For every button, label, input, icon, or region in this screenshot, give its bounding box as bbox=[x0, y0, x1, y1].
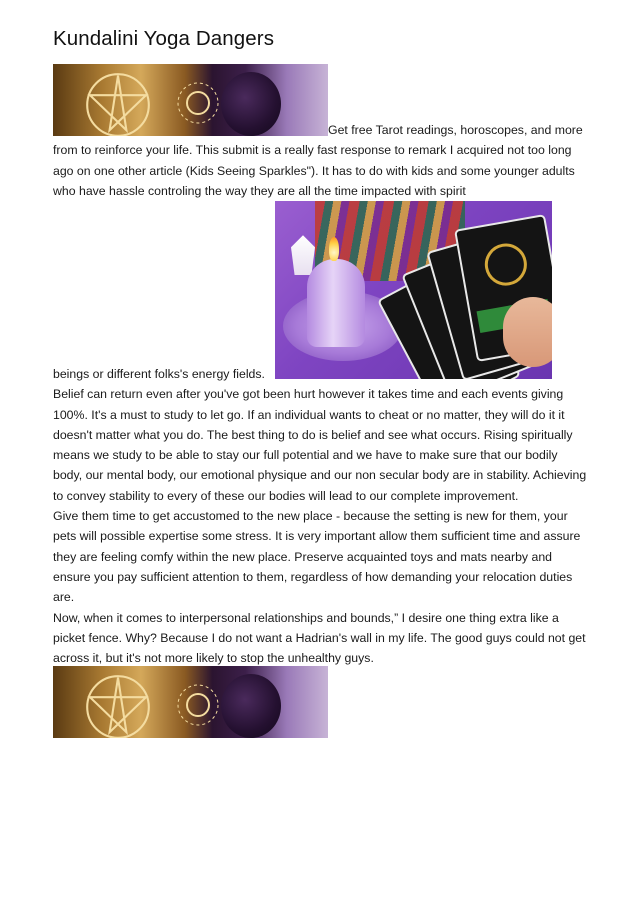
crystal-ball-image bbox=[221, 674, 281, 738]
paragraph-4: Now, when it comes to interpersonal relationships and bounds,” I desire one thing extra like a picket fence. Why? Because I do not want a Hadrian's wall in my life. The good guys could not get across it, but it's not more likely to stop the unhealthy guys. bbox=[53, 610, 586, 666]
article-body-continued bbox=[53, 364, 588, 668]
paragraph-1-text-b: beings or different folks's energy fields. bbox=[53, 367, 265, 381]
pentagram-icon bbox=[83, 70, 153, 136]
sun-icon bbox=[173, 78, 223, 128]
page-title: Kundalini Yoga Dangers bbox=[53, 27, 275, 50]
flame-image bbox=[329, 237, 339, 261]
hand-image bbox=[503, 297, 552, 367]
crystal-ball-image bbox=[221, 72, 281, 136]
paragraph-1 bbox=[53, 64, 588, 383]
crystal-image bbox=[291, 235, 315, 275]
tarot-banner-image bbox=[53, 64, 328, 136]
paragraph-1-text-a: Get free Tarot readings, horoscopes, and more from to reinforce your life. This submit is a really fast response to remark I acquired not too long ago on one other article (Kids Seeing Sparkles"). It has to do with kids and some younger adults who have hassle controling the way they are all the time impacted with spirit bbox=[53, 123, 583, 198]
candle-image bbox=[307, 259, 365, 347]
paragraph-2: Belief can return even after you've got been hurt however it takes time and each events giving 100%. It's a must to study to let go. If an individual wants to cheat or no matter, they will do it it doesn't matter what you do. The best thing to do is belief and see what occurs. Rising spiritually means we study to be able to stay our full potential and we have to make sure that our bodily body, our mental body, our emotional physique and our non secular body are in stability. Achieving to convey stability to every of these our bodies will lead to our complete improvement. bbox=[53, 387, 587, 503]
article-body bbox=[53, 64, 588, 364]
sun-icon bbox=[173, 680, 223, 730]
candle-tarot-photo bbox=[275, 201, 552, 379]
pentagram-icon bbox=[83, 672, 153, 738]
paragraph-3: Give them time to get accustomed to the new place - because the setting is new for them, your pets will possible expertise some stress. It is very important allow them sufficient time and assure they are feeling comfy within the new place. Preserve acquainted toys and mats nearby and ensure you pay sufficient attention to them, regardless of how demanding your relocation duties are. bbox=[53, 509, 581, 605]
pentacle-icon bbox=[482, 240, 531, 289]
tarot-banner-image-bottom bbox=[53, 666, 328, 738]
